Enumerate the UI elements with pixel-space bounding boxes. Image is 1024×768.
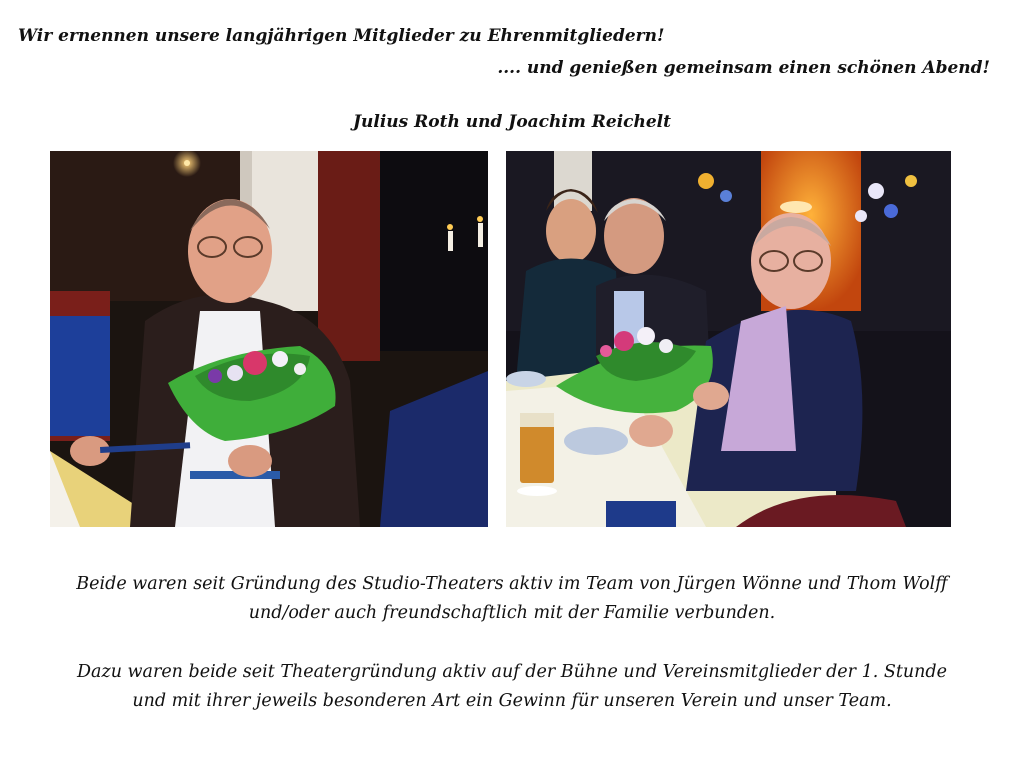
paragraph-founding-line-2: und/oder auch freundschaftlich mit der Familie verbunden.: [248, 603, 776, 623]
photo-joachim-reichelt: [506, 151, 951, 527]
paragraph-founding: [0, 570, 1024, 628]
paragraph-founding-line-1: Beide waren seit Gründung des Studio-Theaters aktiv im Team von Jürgen Wönne und Thom Wolff: [76, 574, 948, 594]
paragraph-stage-line-1: Dazu waren beide seit Theatergründung aktiv auf der Bühne und Vereinsmitglieder der 1. Stunde: [77, 662, 947, 682]
heading-line-1: Wir ernennen unsere langjährigen Mitglieder zu Ehrenmitgliedern!: [18, 26, 665, 46]
paragraph-stage-line-2: und mit ihrer jeweils besonderen Art ein Gewinn für unseren Verein und unser Team.: [132, 691, 892, 711]
heading-line-2: .... und genießen gemeinsam einen schönen Abend!: [497, 58, 990, 78]
photo-julius-roth: [50, 151, 488, 527]
paragraph-stage: [0, 658, 1024, 716]
honorees-names: Julius Roth und Joachim Reichelt: [352, 112, 671, 132]
